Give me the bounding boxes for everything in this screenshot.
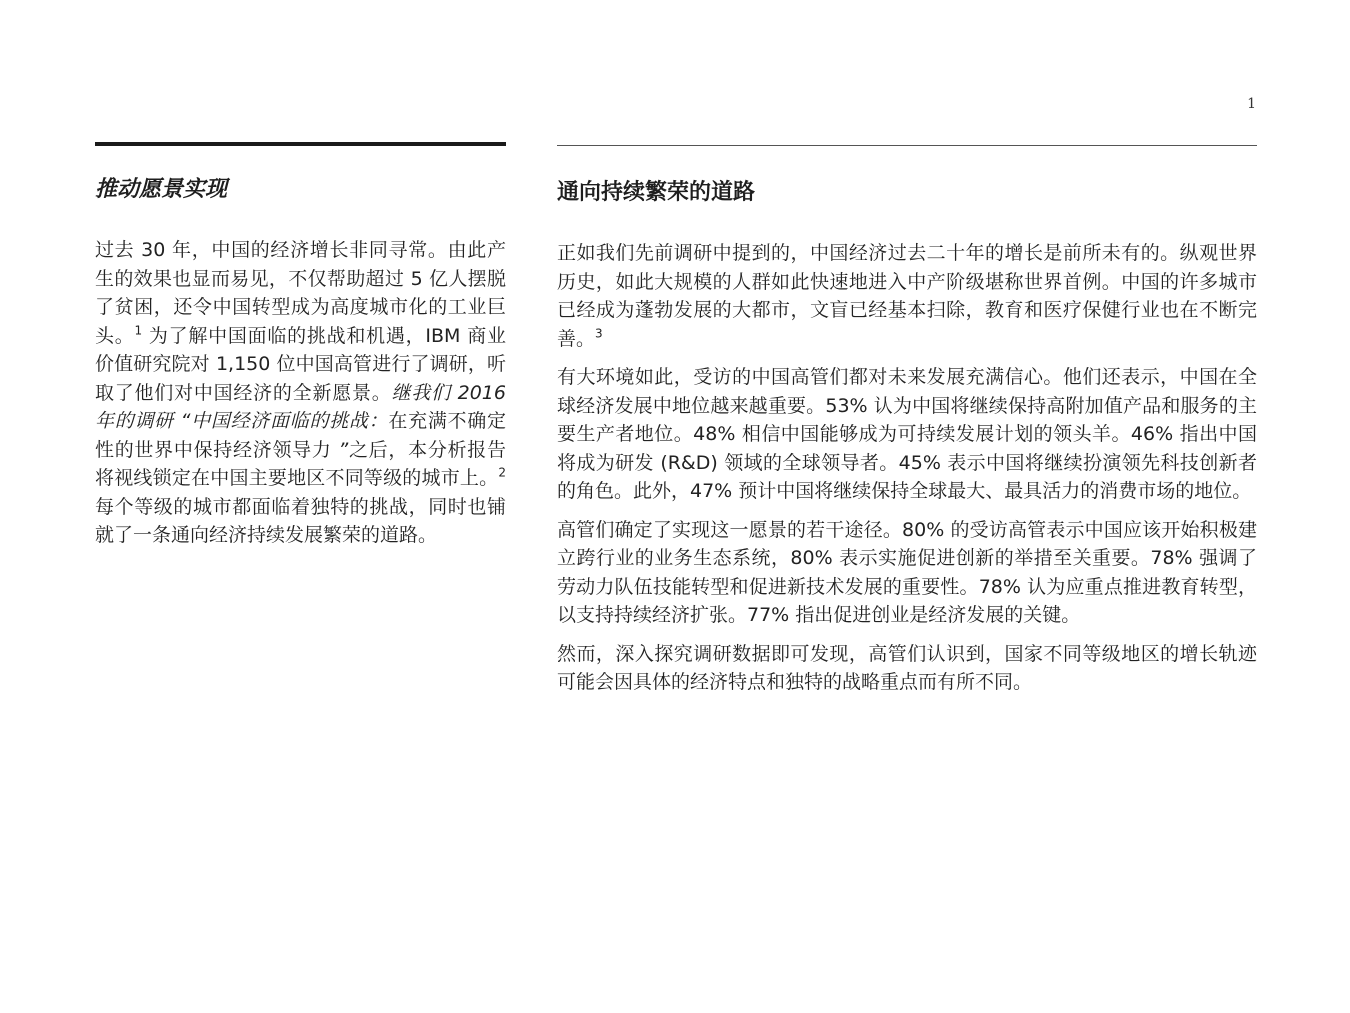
left-body: [95, 236, 506, 550]
left-section-rule: [95, 142, 506, 146]
left-text-2: 为了解中国面临的挑战和机遇，IBM 商业价值研究院对 1,150 位中国高管进行了调研，听取了他们对中国经济的全新愿景。: [95, 324, 506, 404]
left-italic-1: 继我们 2016 年的调研 “中国经济面临的挑战：: [95, 381, 506, 432]
right-heading: 通向持续繁荣的道路: [557, 180, 756, 205]
right-paragraph-1: [557, 239, 1257, 353]
right-paragraph-2: 有大环境如此，受访的中国高管们都对未来发展充满信心。他们还表示，中国在全球经济发展中地位越来越重要。53% 认为中国将继续保持高附加值产品和服务的主要生产者地位。48% 相信中国能够成为可持续发展计划的领头羊。46% 指出中国将成为研发 (R&D) 领域的全球领导者。45% 表示中国将继续扮演领先科技创新者的角色。此外，47% 预计中国将继续保持全球最大、最具活力的消费市场的地位。: [557, 366, 1257, 502]
left-text-1: 过去 30 年，中国的经济增长非同寻常。由此产生的效果也显而易见，不仅帮助超过 5 亿人摆脱了贫困，还令中国转型成为高度城市化的工业巨头。: [95, 239, 506, 347]
footnote-2: 2: [498, 465, 506, 480]
left-paragraph: [95, 236, 506, 550]
page-number: 1: [1247, 96, 1256, 112]
right-paragraph-3: 高管们确定了实现这一愿景的若干途径。80% 的受访高管表示中国应该开始积极建立跨行业的业务生态系统，80% 表示实施促进创新的举措至关重要。78% 强调了劳动力队伍技能转型和促进新技术发展的重要性。78% 认为应重点推进教育转型，以支持持续经济扩张。77% 指出促进创业是经济发展的关键。: [557, 518, 1257, 626]
right-body: [557, 239, 1257, 697]
left-text-4: 之后，本分析报告将视线锁定在中国主要地区不同等级的城市上。: [95, 438, 506, 489]
left-text-5: 每个等级的城市都面临着独特的挑战，同时也铺就了一条通向经济持续发展繁荣的道路。: [95, 495, 506, 546]
left-text-3: 在充满不确定性的世界中保持经济领导力: [95, 410, 506, 461]
left-italic-2: ”: [331, 438, 349, 461]
footnote-3: 3: [595, 326, 603, 341]
right-text-1: 正如我们先前调研中提到的，中国经济过去二十年的增长是前所未有的。纵观世界历史，如此大规模的人群如此快速地进入中产阶级堪称世界首例。中国的许多城市已经成为蓬勃发展的大都市，文盲已经基本扫除，教育和医疗保健行业也在不断完善。: [557, 242, 1257, 350]
right-section-rule: [557, 145, 1257, 146]
right-paragraph-4: 然而，深入探究调研数据即可发现，高管们认识到，国家不同等级地区的增长轨迹可能会因具体的经济特点和独特的战略重点而有所不同。: [557, 642, 1257, 693]
left-heading: 推动愿景实现: [95, 177, 228, 202]
right-column: [557, 142, 1257, 707]
footnote-1: 1: [134, 323, 143, 338]
left-column: [95, 142, 506, 560]
